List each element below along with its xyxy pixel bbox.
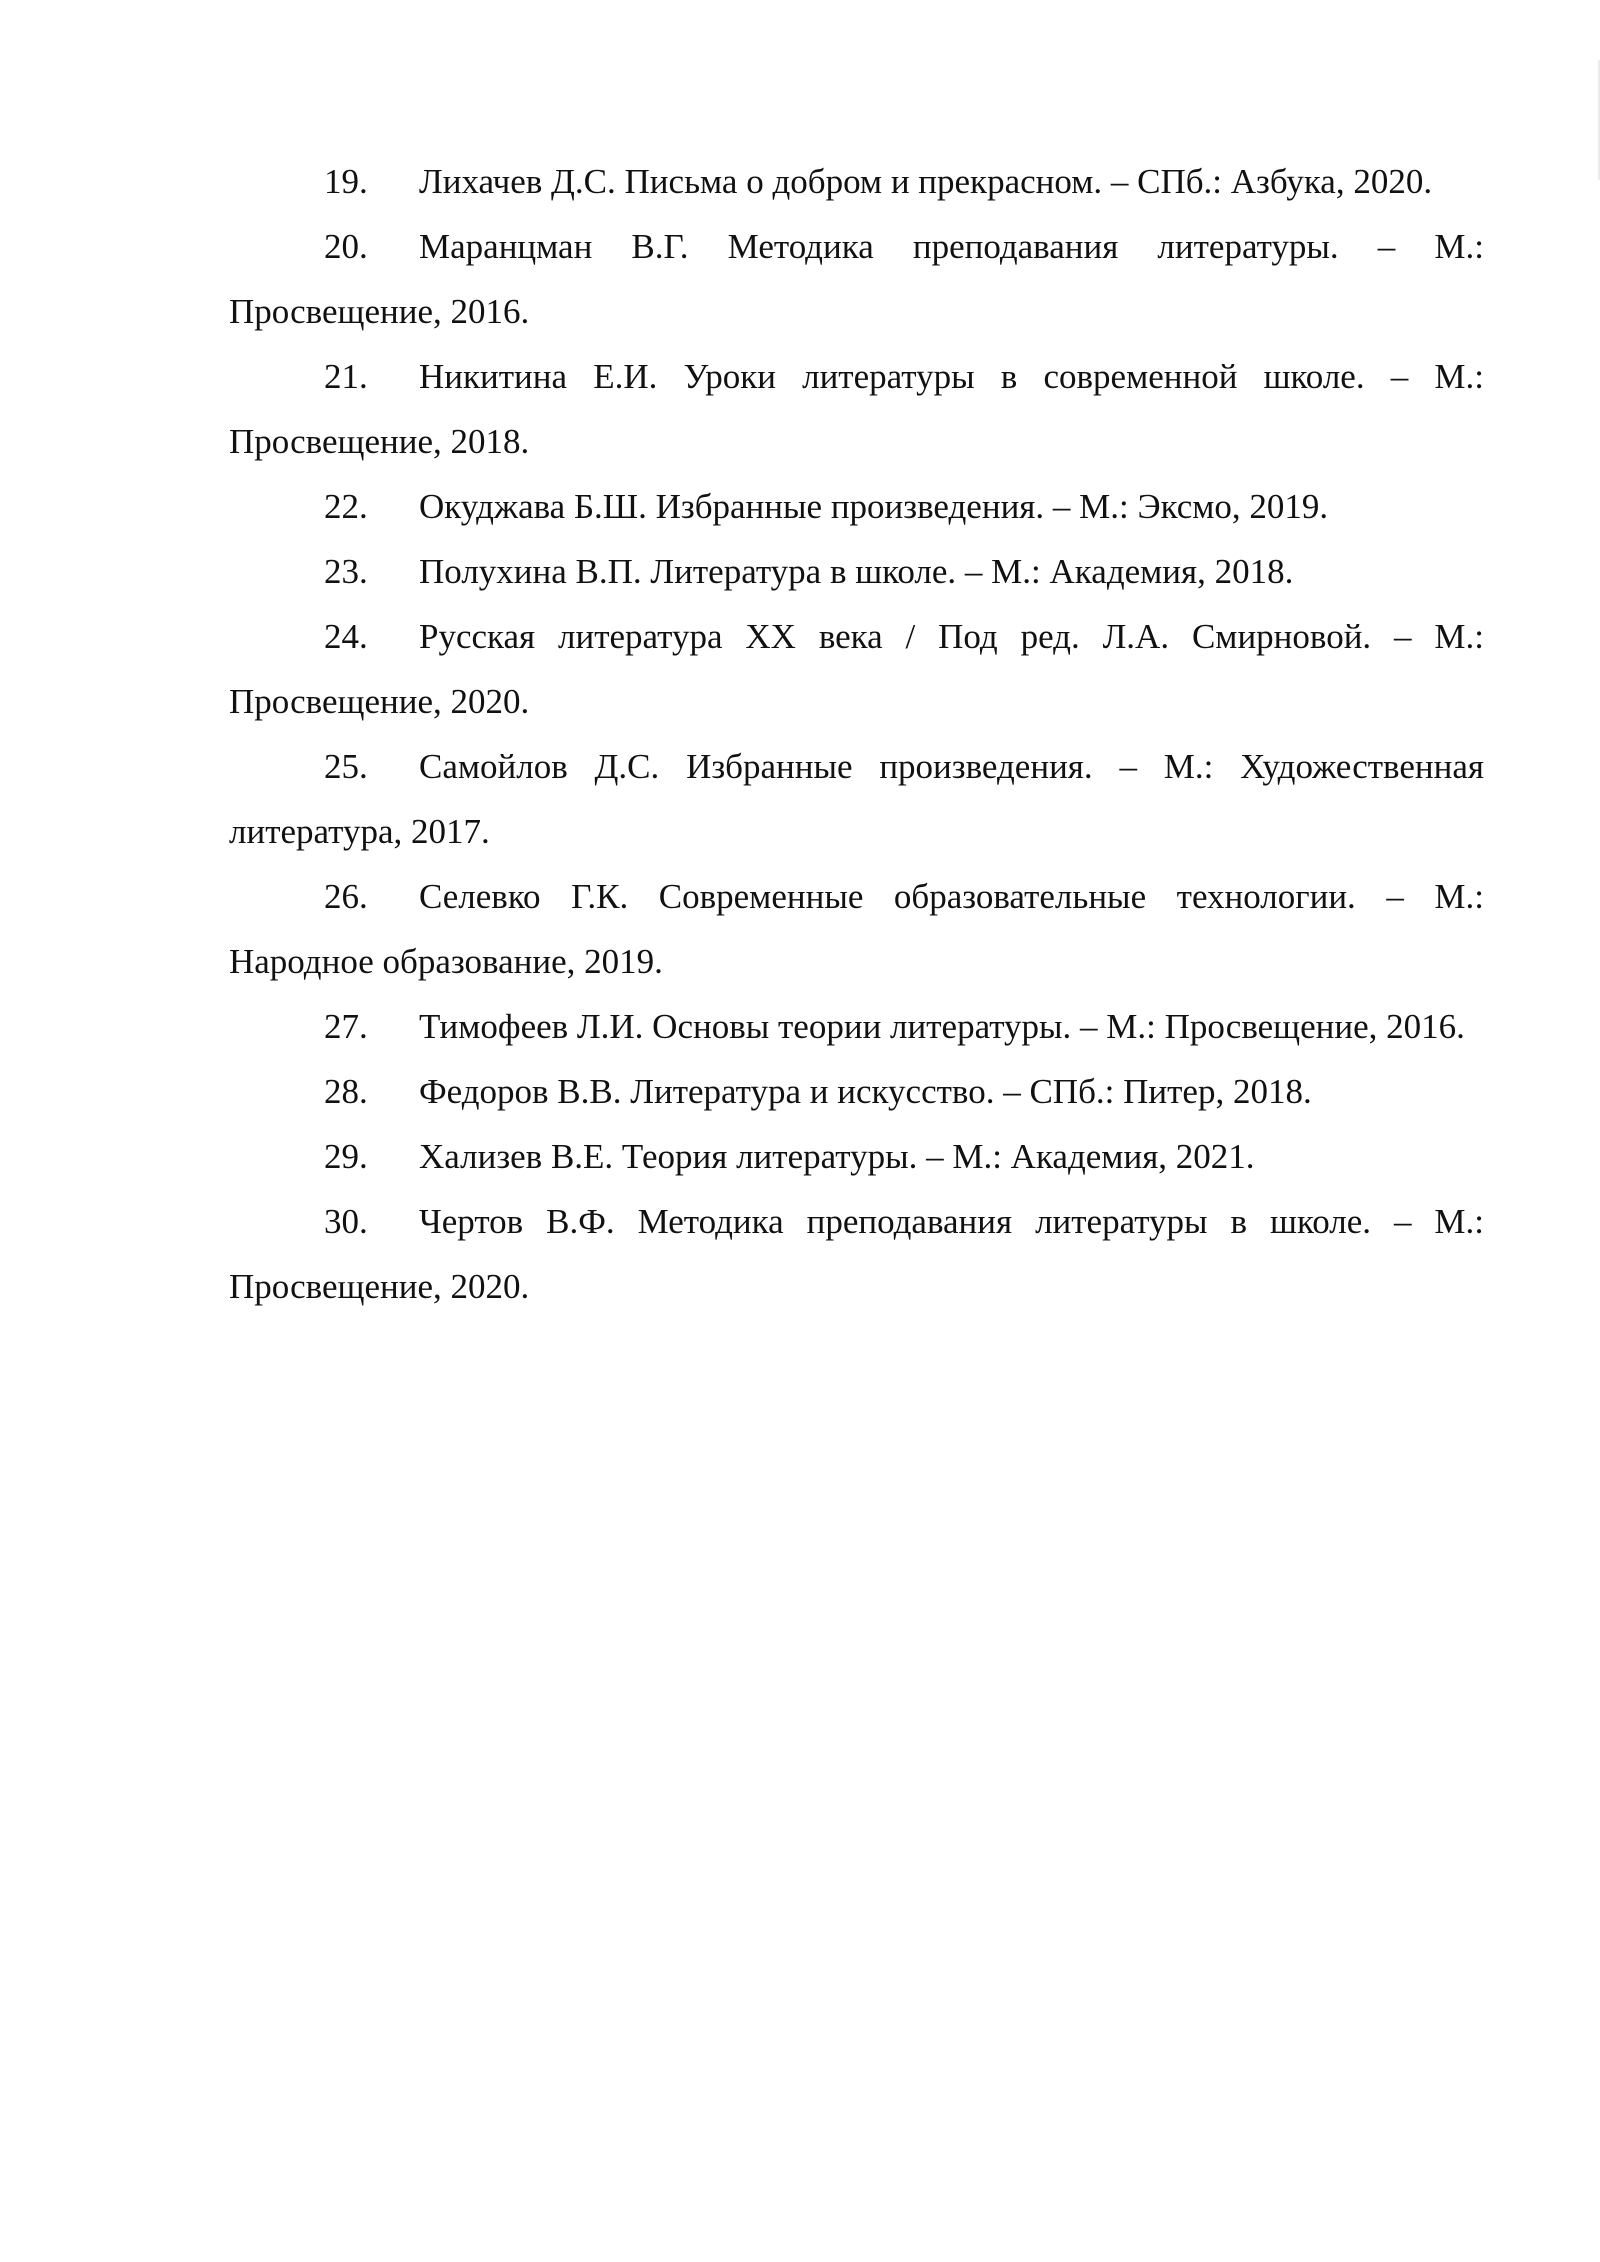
bibliography-entry xyxy=(229,864,1484,994)
entry-number: 30. xyxy=(324,1202,368,1241)
entry-number: 29. xyxy=(324,1137,368,1176)
entry-number: 23. xyxy=(324,552,368,591)
entry-number: 22. xyxy=(324,487,368,526)
entry-number: 25. xyxy=(324,747,368,786)
entry-number: 19. xyxy=(324,162,368,201)
bibliography-list xyxy=(229,149,1484,1319)
entry-text: Маранцман В.Г. Методика преподавания литературы. – М.: Просвещение, 2016. xyxy=(229,227,1484,331)
bibliography-entry xyxy=(229,604,1484,734)
bibliography-entry xyxy=(229,539,1484,604)
entry-text: Федоров В.В. Литература и искусство. – СПб.: Питер, 2018. xyxy=(419,1072,1312,1111)
entry-number: 20. xyxy=(324,227,368,266)
entry-number: 26. xyxy=(324,877,368,916)
entry-number: 24. xyxy=(324,617,368,656)
bibliography-entry xyxy=(229,734,1484,864)
bibliography-entry xyxy=(229,344,1484,474)
bibliography-entry xyxy=(229,1059,1484,1124)
bibliography-entry xyxy=(229,1189,1484,1319)
entry-text: Хализев В.Е. Теория литературы. – М.: Академия, 2021. xyxy=(419,1137,1255,1176)
entry-text: Окуджава Б.Ш. Избранные произведения. – М.: Эксмо, 2019. xyxy=(419,487,1329,526)
entry-text: Селевко Г.К. Современные образовательные технологии. – М.: Народное образование, 2019. xyxy=(229,877,1484,981)
bibliography-entry xyxy=(229,214,1484,344)
bibliography-entry xyxy=(229,474,1484,539)
bibliography-entry xyxy=(229,994,1484,1059)
entry-number: 27. xyxy=(324,1007,368,1046)
bibliography-entry xyxy=(229,149,1484,214)
entry-text: Русская литература XX века / Под ред. Л.А. Смирновой. – М.: Просвещение, 2020. xyxy=(229,617,1484,721)
entry-number: 28. xyxy=(324,1072,368,1111)
entry-text: Чертов В.Ф. Методика преподавания литературы в школе. – М.: Просвещение, 2020. xyxy=(229,1202,1484,1306)
entry-text: Самойлов Д.С. Избранные произведения. – М.: Художественная литература, 2017. xyxy=(229,747,1484,851)
bibliography-entry xyxy=(229,1124,1484,1189)
entry-text: Лихачев Д.С. Письма о добром и прекрасном. – СПб.: Азбука, 2020. xyxy=(419,162,1433,201)
entry-text: Тимофеев Л.И. Основы теории литературы. – М.: Просвещение, 2016. xyxy=(419,1007,1465,1046)
entry-text: Никитина Е.И. Уроки литературы в современной школе. – М.: Просвещение, 2018. xyxy=(229,357,1484,461)
entry-text: Полухина В.П. Литература в школе. – М.: Академия, 2018. xyxy=(419,552,1294,591)
entry-number: 21. xyxy=(324,357,368,396)
